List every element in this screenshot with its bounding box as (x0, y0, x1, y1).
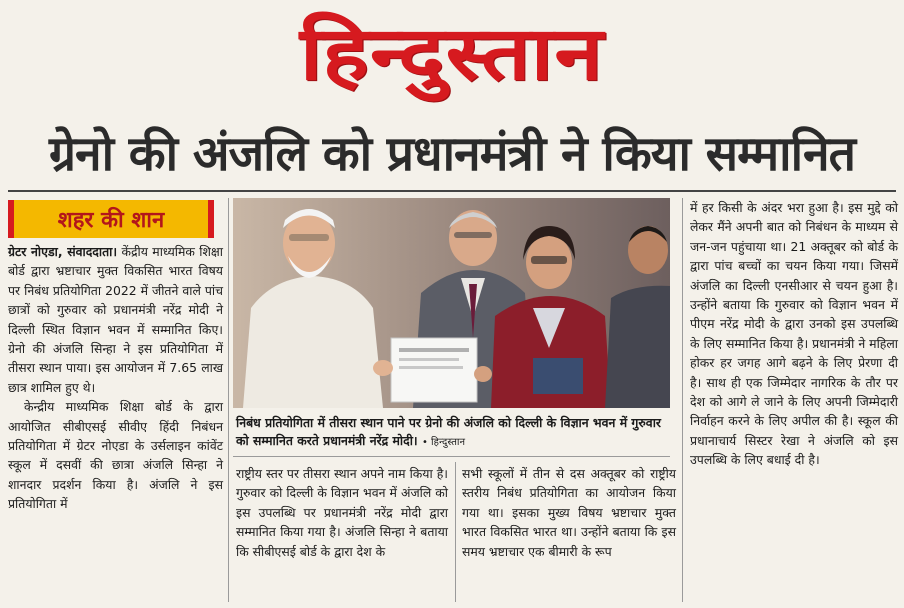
masthead (0, 0, 904, 108)
certificate (373, 338, 492, 402)
caption-rule (233, 456, 670, 457)
article-column-3 (462, 464, 676, 561)
headline-rule (8, 190, 896, 192)
section-badge: शहर की शान (8, 200, 214, 238)
column-divider (228, 198, 229, 602)
column-divider (682, 198, 683, 602)
photo-caption (236, 414, 670, 452)
headline: ग्रेनो की अंजलि को प्रधानमंत्री ने किया सम्मानित (48, 125, 856, 182)
dateline: ग्रेटर नोएडा, संवाददाता। (8, 244, 118, 259)
article-column-3-text: सभी स्कूलों में तीन से दस अक्तूबर को राष्ट्रीय स्तरीय निबंध प्रतियोगिता का आयोजन किया गया था। इसका मुख्य विषय भ्रष्टाचार मुक्त भारत विकसित भारत था। उन्होंने बताया कि इस समय भ्रष्टाचार एक बीमारी के रूप (462, 466, 676, 559)
column-divider (455, 462, 456, 602)
article-column-1 (8, 242, 223, 514)
article-column-2 (236, 464, 448, 561)
news-photo (233, 198, 670, 408)
masthead-logo: हिन्दुस्तान (299, 11, 605, 97)
article-paragraph-1 (8, 242, 223, 397)
article-column-2-text: राष्ट्रीय स्तर पर तीसरा स्थान अपने नाम किया है। गुरुवार को दिल्ली के विज्ञान भवन में अंजलि को इस उपलब्धि पर प्रधानमंत्री नरेंद्र मोदी द्वारा सम्मानित किया गया है। अंजलि सिन्हा ने बताया कि सीबीएसई बोर्ड के द्वारा देश के (236, 466, 448, 559)
photo-caption-text: निबंध प्रतियोगिता में तीसरा स्थान पाने पर ग्रेनो की अंजलि को दिल्ली के विज्ञान भवन में गुरुवार को सम्मानित करते प्रधानमंत्री नरेंद्र मोदी। (236, 415, 661, 448)
article-paragraph-1-text: केंद्रीय माध्यमिक शिक्षा बोर्ड द्वारा भ्रष्टाचार मुक्त विकसित भारत विषय पर निबंध प्रतियोगिता 2022 में जीतने वाले पांच छात्रों को गुरुवार को प्रधानमंत्री नरेंद्र मोदी ने दिल्ली स्थित विज्ञान भवन में सम्मानित किए। ग्रेनो की अंजलि सिन्हा ने इस प्रतियोगिता में तीसरा स्थान पाया। इस आयोजन में 7.65 लाख छात्र शामिल हुए थे। (8, 244, 223, 395)
photo-illustration (233, 198, 670, 408)
article-column-4-text: में हर किसी के अंदर भरा हुआ है। इस मुद्दे को लेकर मैंने अपनी बात को निबंधन के माध्यम से जन-जन पहुंचाया था। 21 अक्तूबर को बोर्ड के द्वारा पांच बच्चों का चयन किया गया। जिसमें अंजलि का दिल्ली एनसीआर से चयन हुआ है। उन्होंने बताया कि गुरुवार को विज्ञान भवन में पीएम नरेंद्र मोदी के द्वारा उनको इस उपलब्धि के लिए सम्मानित किया है। प्रधानमंत्री ने महिला होकर हर जगह आगे बढ़ने के लिए प्रेरणा दी है। साथ ही एक जिम्मेदार नागरिक के तौर पर देश को आगे ले जाने के लिए अपनी जिम्मेदारी निर्वाहन करने के लिए अपील की है। स्कूल की प्रधानाचार्य सिस्टर रेखा ने अंजलि को इस उपलब्धि के लिए बधाई दी है। (690, 200, 898, 468)
photo-credit: • हिन्दुस्तान (421, 437, 466, 448)
article-paragraph-2: केन्द्रीय माध्यमिक शिक्षा बोर्ड के द्वारा आयोजित सीबीएसई सीवीए हिंदी निबंधन प्रतियोगिता में ग्रेटर नोएडा के उर्सलाइन कांवेंट स्कूल में दसवीं की छात्रा अंजलि सिन्हा ने शानदार प्रदर्शन किया है। अंजलि ने इस प्रतियोगिता में (8, 399, 223, 512)
article-column-4 (690, 198, 898, 470)
